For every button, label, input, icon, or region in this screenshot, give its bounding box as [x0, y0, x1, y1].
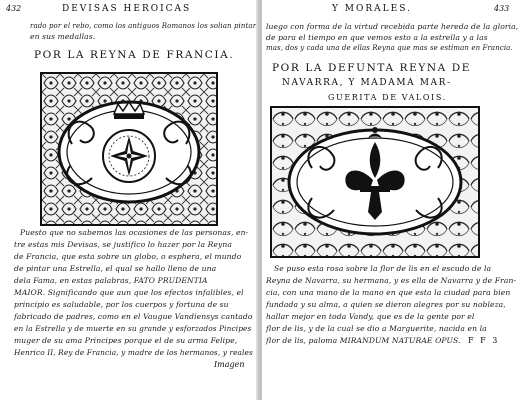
right-running-head: Y MORALES. [332, 4, 412, 14]
right-top-line-2: de para el tiempo en que vemos esto a la estrella y a las [266, 33, 488, 42]
left-body-line-3: de Francia, que esta sobre un globo, o esphera, el mundo [14, 252, 242, 261]
right-body-line-5: hallar mejor en toda Vandy, que es de la gente por el [266, 312, 475, 321]
right-top-line-3: mas, dos y cada una de ellas Reyna que mas se estiman en Francia. [266, 44, 513, 52]
right-top-line-1: luego con forma de la virtud recebida parte hereda de la gloria, [266, 22, 519, 31]
left-body-line-7: principio es saludable, por los cuerpos y fortuna de su [14, 300, 229, 309]
left-body-line-1: Puesto que no sabemos las ocasiones de las personas, en- [20, 228, 249, 237]
right-body-line-3: cia, con una mano de la mano en que esta la ciudad para bien [266, 288, 511, 297]
left-top-line-2: en sus medallas. [30, 32, 96, 41]
left-signature: Imagen [214, 360, 245, 369]
left-running-head: DEVISAS HEROICAS [62, 4, 192, 14]
left-body-line-10: muger de su ama Principes porque el de su arma Felipe, [14, 336, 238, 345]
left-body-line-11: Henrico II, Rey de Francia, y madre de los hermanos, y reales [14, 348, 253, 357]
left-emblem-woodcut [40, 72, 218, 226]
left-body-line-5: dela Fama, en estas palabras, FATO PRUDENTIA [14, 276, 208, 285]
left-body-line-8: fabricado de padres, como en el Vaugue Vandiensys cantado [14, 312, 253, 321]
left-page [0, 0, 258, 400]
left-body-line-9: en la Estrella y de muerte en su grande y esforzados Pincipes [14, 324, 252, 333]
left-heading: POR LA REYNA DE FRANCIA. [34, 49, 235, 61]
right-emblem-woodcut [270, 106, 480, 258]
left-folio: 432 [6, 4, 22, 13]
right-heading-line-2: NAVARRA, Y MADAMA MAR- [282, 78, 452, 88]
left-top-line-1: rado por el rebo, como los antiguos Romanos los solian pintar [30, 22, 257, 30]
right-heading-line-1: POR LA DEFUNTA REYNA DE [272, 62, 472, 74]
right-heading-line-3: GUERITA DE VALOIS. [328, 93, 447, 102]
right-body-line-4: fundada y su alma, a quien se dieron alegres por su nobleza, [266, 300, 506, 309]
left-body-line-6: MAIOR. Significando que aun que los efectos infalibles, el [14, 288, 244, 297]
right-body-line-6: flor de lis, y de la cual se dio a Marguerite, nacida en la [266, 324, 487, 333]
right-folio: 433 [494, 4, 510, 13]
right-body-line-2: Reyna de Navarra, su hermana, y es ella de Navarra y de Fran- [266, 276, 517, 285]
right-signature: F F 3 [468, 336, 500, 345]
star-emblem-image [42, 74, 216, 224]
right-page [262, 0, 520, 400]
left-body-line-2: tre estas mis Devisas, se justifico lo hazer por la Reyna [14, 240, 233, 249]
left-body-line-4: de pintar una Estrella, el qual se hallo lleno de una [14, 264, 217, 273]
right-body-line-7: flor de lis, paloma MIRANDUM NATURAE OPUS. [266, 336, 461, 345]
right-body-line-1: Se puso esta rosa sobre la flor de lis en el escudo de la [274, 264, 492, 273]
fleur-de-lis-emblem-image [272, 108, 478, 256]
